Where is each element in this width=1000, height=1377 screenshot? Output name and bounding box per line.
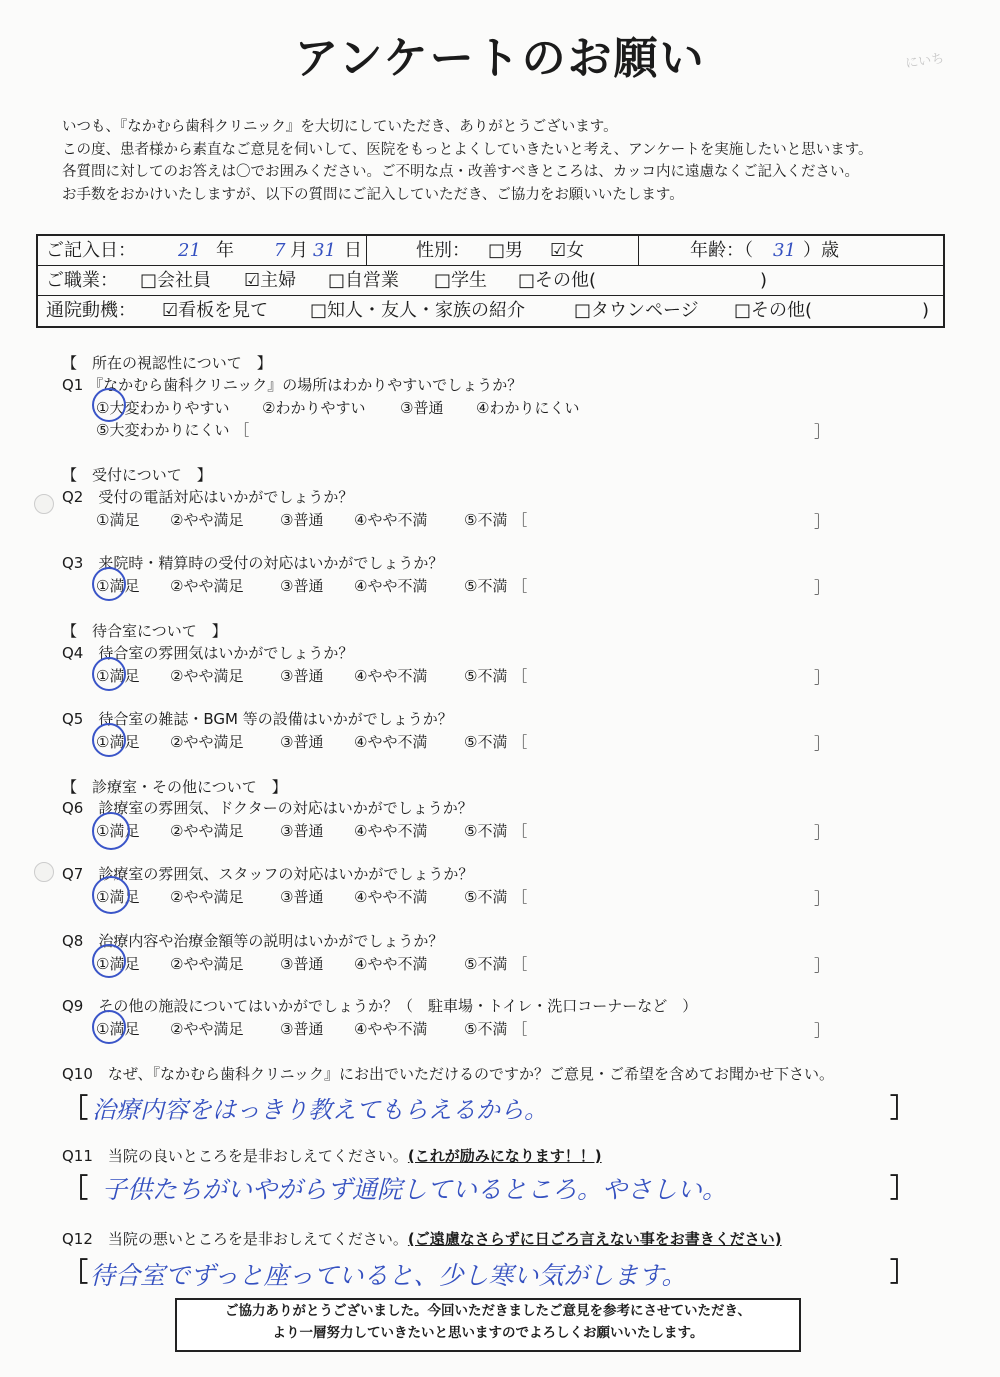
day-value[interactable]: 31 [313, 240, 336, 261]
question-3: Q3 来院時・精算時の受付の対応はいかがでしょうか？ [62, 554, 444, 572]
age-suffix: ）歳 [803, 240, 839, 261]
section-heading-waiting-room: 【 待合室について 】 [62, 622, 227, 640]
q1-option-5[interactable]: ⑤大変わかりにくい ［ [96, 421, 250, 439]
q11-bracket-close: ］ [890, 1174, 917, 1204]
question-5: Q5 待合室の雑誌・BGM 等の設備はいかがでしょうか？ [62, 710, 453, 728]
q6-option-4[interactable]: ④やや不満 [354, 822, 428, 840]
q2-bracket-close: ］ [814, 512, 831, 531]
q6-option-5[interactable]: ⑤不満 ［ [464, 822, 528, 840]
motive-townpage-checkbox[interactable]: □タウンページ [574, 300, 699, 321]
q3-answer-circle [92, 567, 126, 601]
punch-hole [34, 862, 54, 882]
q6-options [96, 820, 527, 841]
q5-option-1[interactable]: ①満足 [96, 733, 140, 751]
q9-answer-circle [92, 1010, 126, 1044]
q2-option-4[interactable]: ④やや不満 [354, 511, 428, 529]
q3-option-5[interactable]: ⑤不満 ［ [464, 577, 528, 595]
q4-option-1[interactable]: ①満足 [96, 667, 140, 685]
question-9: Q9 その他の施設についてはいかがでしょうか？（ 駐車場・トイレ・洗口コーナーなど ） [62, 997, 698, 1015]
year-label: 年 [216, 240, 234, 261]
q1-option-3[interactable]: ③普通 [400, 399, 444, 417]
q2-option-1[interactable]: ①満足 [96, 511, 140, 529]
q5-options [96, 731, 527, 752]
age-value[interactable]: 31 [773, 240, 796, 261]
info-row-motive [38, 296, 943, 325]
q1-option-4[interactable]: ④わかりにくい [476, 399, 580, 417]
punch-hole [34, 494, 54, 514]
footer-line: より一層努力していきたいと思いますのでよろしくお願いいたします。 [272, 1325, 704, 1341]
q7-options [96, 886, 527, 907]
q8-option-5[interactable]: ⑤不満 ［ [464, 955, 528, 973]
q1-answer-circle [92, 388, 126, 422]
year-value[interactable]: 21 [178, 240, 201, 261]
day-label: 日 [344, 240, 362, 261]
q11-bracket-open: ［ [62, 1174, 89, 1204]
q3-option-1[interactable]: ①満足 [96, 577, 140, 595]
q3-bracket-close: ］ [814, 578, 831, 597]
q1-bracket-close: ］ [814, 422, 831, 441]
q5-option-4[interactable]: ④やや不満 [354, 733, 428, 751]
intro-line: いつも、『なかむら歯科クリニック』を大切にしていただき、ありがとうございます。 [62, 119, 618, 135]
section-heading-visibility: 【 所在の視認性について 】 [62, 354, 272, 372]
section-heading-treatment-room: 【 診療室・その他について 】 [62, 778, 287, 796]
q8-bracket-close: ］ [814, 956, 831, 975]
q9-options [96, 1018, 527, 1039]
q9-option-5[interactable]: ⑤不満 ［ [464, 1020, 528, 1038]
job-label: ご職業： [46, 270, 118, 291]
page-title: アンケートのお願い [294, 33, 706, 84]
q4-option-3[interactable]: ③普通 [280, 667, 324, 685]
q3-option-2[interactable]: ②やや満足 [170, 577, 244, 595]
month-value[interactable]: 7 [274, 240, 286, 261]
corner-note: にいち [904, 51, 946, 72]
age-label: 年齢：（ [690, 240, 753, 261]
q4-options [96, 665, 527, 686]
intro-line: 各質問に対してのお答えは〇でお囲みください。ご不明な点・改善すべきところは、カッコ内に遠慮なくご記入ください。 [62, 164, 860, 180]
question-6: Q6 診療室の雰囲気、ドクターの対応はいかがでしょうか？ [62, 799, 473, 817]
q1-option-1[interactable]: ①大変わかりやすい [96, 399, 230, 417]
q5-option-3[interactable]: ③普通 [280, 733, 324, 751]
q12-answer[interactable]: 待合室でずっと座っていると、少し寒い気がします。 [90, 1261, 687, 1290]
intro-line: この度、患者様から素直なご意見を伺いして、医院をもっとよくしていきたいと考え、アンケートを実施したいと思います。 [62, 141, 873, 158]
q5-option-2[interactable]: ②やや満足 [170, 733, 244, 751]
respondent-info-box [36, 234, 945, 328]
q9-option-1[interactable]: ①満足 [96, 1020, 140, 1038]
q6-option-2[interactable]: ②やや満足 [170, 822, 244, 840]
q2-option-3[interactable]: ③普通 [280, 511, 324, 529]
q5-option-5[interactable]: ⑤不満 ［ [464, 733, 528, 751]
job-student-checkbox[interactable]: □学生 [434, 270, 488, 291]
motive-other-checkbox[interactable]: □その他( [734, 300, 813, 321]
q10-bracket-open: ［ [62, 1094, 89, 1124]
q7-option-1[interactable]: ①満足 [96, 888, 140, 906]
divider [638, 236, 639, 265]
q7-option-4[interactable]: ④やや不満 [354, 888, 428, 906]
q2-option-2[interactable]: ②やや満足 [170, 511, 244, 529]
intro-text [62, 116, 873, 206]
job-other-checkbox[interactable]: □その他( [518, 270, 597, 291]
sex-label: 性別： [416, 240, 470, 261]
motive-signboard-checkbox[interactable]: ☑看板を見て [162, 300, 269, 321]
question-1: Q1 『なかむら歯科クリニック』の場所はわかりやすいでしょうか？ [62, 376, 523, 394]
q4-bracket-close: ］ [814, 668, 831, 687]
q7-option-5[interactable]: ⑤不満 ［ [464, 888, 528, 906]
job-housewife-checkbox[interactable]: ☑主婦 [244, 270, 297, 291]
q7-answer-circle [92, 876, 130, 914]
q5-answer-circle [92, 723, 126, 757]
job-office-worker-checkbox[interactable]: □会社員 [140, 270, 212, 291]
q8-options [96, 953, 527, 974]
q9-option-2[interactable]: ②やや満足 [170, 1020, 244, 1038]
q6-answer-circle [92, 812, 130, 850]
q4-option-5[interactable]: ⑤不満 ［ [464, 667, 528, 685]
job-self-employed-checkbox[interactable]: □自営業 [328, 270, 400, 291]
motive-other-close: ) [922, 300, 930, 321]
q2-options [96, 509, 527, 530]
question-11 [62, 1145, 602, 1166]
info-row-date [38, 236, 943, 266]
info-row-job [38, 266, 943, 296]
q7-option-3[interactable]: ③普通 [280, 888, 324, 906]
q11-emphasis: (これが励みになります！！) [407, 1147, 602, 1165]
q1-option-2[interactable]: ②わかりやすい [262, 399, 366, 417]
q5-bracket-close: ］ [814, 734, 831, 753]
question-4: Q4 待合室の雰囲気はいかがでしょうか？ [62, 644, 354, 662]
intro-line: お手数をおかけいたしますが、以下の質問にご記入していただき、ご協力をお願いいたします。 [62, 186, 684, 203]
q8-answer-circle [92, 944, 126, 978]
q12-label: Q12 当院の悪いところを是非おしえてください。 [62, 1230, 408, 1248]
q1-options [96, 397, 579, 418]
q10-bracket-close: ］ [890, 1094, 917, 1124]
q4-option-2[interactable]: ②やや満足 [170, 667, 244, 685]
q12-emphasis: (ご遠慮なさらずに日ごろ言えない事をお書きください) [407, 1230, 782, 1248]
divider [366, 236, 367, 265]
q8-option-1[interactable]: ①満足 [96, 955, 140, 973]
q12-bracket-close: ］ [890, 1258, 917, 1288]
q12-bracket-open: ［ [62, 1258, 89, 1288]
footer-line: ご協力ありがとうございました。今回いただきましたご意見を参考にさせていただき、 [225, 1303, 751, 1319]
job-other-close: ) [760, 270, 768, 291]
q6-option-3[interactable]: ③普通 [280, 822, 324, 840]
month-label: 月 [290, 240, 308, 261]
question-8: Q8 治療内容や治療金額等の説明はいかがでしょうか？ [62, 932, 444, 950]
q2-option-5[interactable]: ⑤不満 ［ [464, 511, 528, 529]
q6-bracket-close: ］ [814, 823, 831, 842]
q4-option-4[interactable]: ④やや不満 [354, 667, 428, 685]
question-7: Q7 診療室の雰囲気、スタッフの対応はいかがでしょうか？ [62, 865, 474, 883]
q3-option-4[interactable]: ④やや不満 [354, 577, 428, 595]
q7-bracket-close: ］ [814, 889, 831, 908]
sex-male-checkbox[interactable]: □男 [488, 240, 524, 261]
question-12 [62, 1228, 782, 1249]
motive-label: 通院動機： [46, 300, 136, 321]
q11-answer[interactable]: 子供たちがいやがらず通院しているところ。やさしい。 [102, 1175, 728, 1204]
question-10: Q10 なぜ、『なかむら歯科クリニック』にお出でいただけるのですか？ご意見・ご希望を含めてお聞かせ下さい。 [62, 1065, 835, 1083]
q8-option-3[interactable]: ③普通 [280, 955, 324, 973]
q9-option-3[interactable]: ③普通 [280, 1020, 324, 1038]
date-label: ご記入日： [46, 240, 136, 261]
q8-option-2[interactable]: ②やや満足 [170, 955, 244, 973]
q3-option-3[interactable]: ③普通 [280, 577, 324, 595]
q10-answer[interactable]: 治療内容をはっきり教えてもらえるから。 [92, 1096, 548, 1124]
section-heading-reception: 【 受付について 】 [62, 466, 212, 484]
q11-label: Q11 当院の良いところを是非おしえてください。 [62, 1147, 408, 1165]
question-2: Q2 受付の電話対応はいかがでしょうか？ [62, 488, 354, 506]
thank-you-box [175, 1298, 801, 1352]
motive-referral-checkbox[interactable]: □知人・友人・家族の紹介 [310, 300, 526, 321]
q8-option-4[interactable]: ④やや不満 [354, 955, 428, 973]
q9-option-4[interactable]: ④やや不満 [354, 1020, 428, 1038]
q9-bracket-close: ］ [814, 1021, 831, 1040]
sex-female-checkbox[interactable]: ☑女 [550, 240, 585, 261]
q4-answer-circle [92, 657, 126, 691]
q6-option-1[interactable]: ①満足 [96, 822, 140, 840]
q3-options [96, 575, 527, 596]
q7-option-2[interactable]: ②やや満足 [170, 888, 244, 906]
